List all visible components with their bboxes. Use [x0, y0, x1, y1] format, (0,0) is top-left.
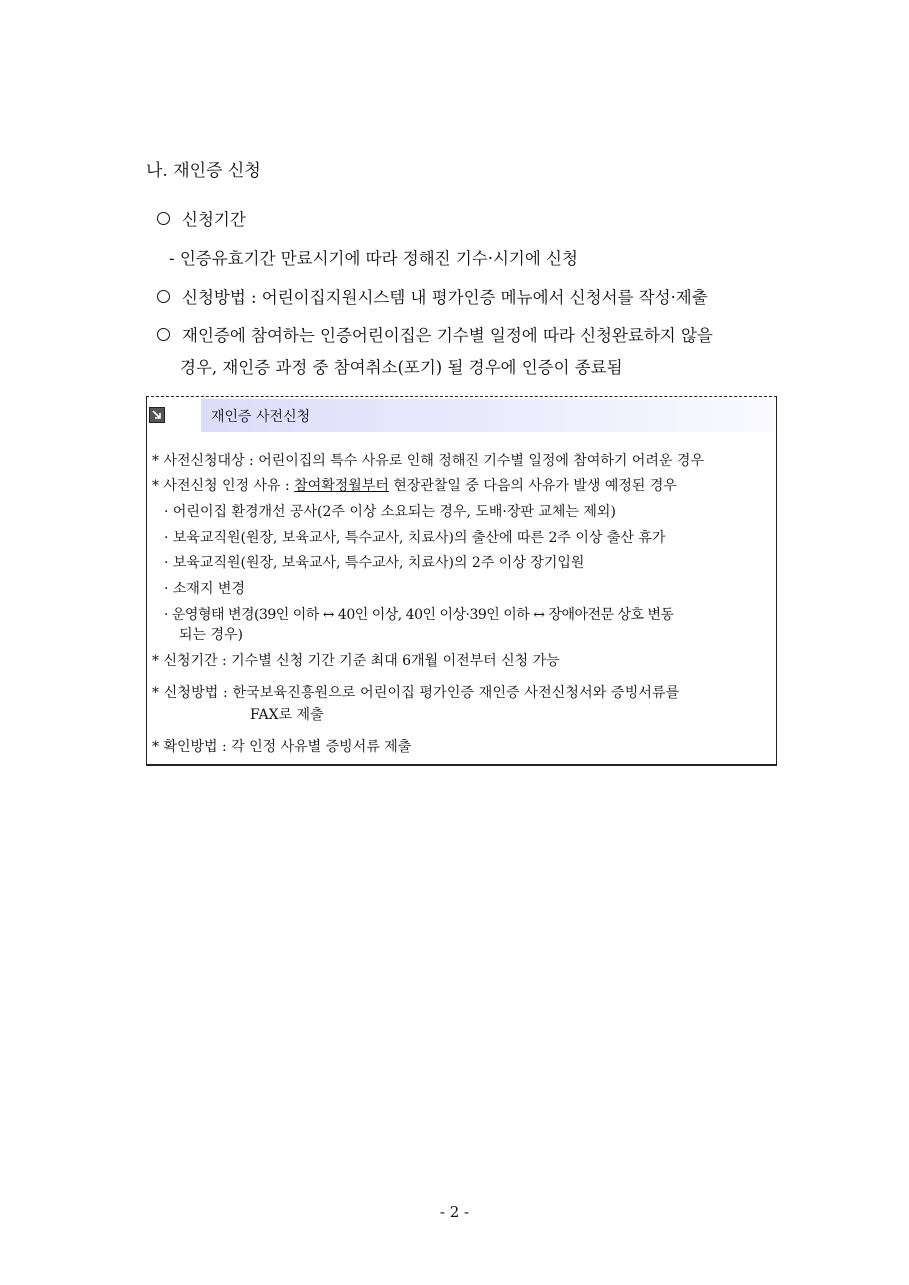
item-application-method [157, 284, 708, 308]
reason-suffix: 현장관찰일 중 다음의 사유가 발생 예정된 경우 [388, 478, 677, 494]
item-application-period [157, 206, 246, 230]
reason-item-cont: 되는 경우) [179, 627, 244, 643]
item-label: 신청방법 : 어린이집지원시스템 내 평가인증 메뉴에서 신청서를 작성·제출 [182, 288, 708, 307]
reason-prefix: * 사전신청 인정 사유 : [152, 478, 295, 494]
item-termination-line1 [157, 322, 713, 346]
box-reason [152, 475, 677, 495]
box-confirm: * 확인방법 : 각 인정 사유별 증빙서류 제출 [152, 739, 412, 755]
item-label: 신청기간 [182, 210, 246, 229]
circle-bullet-icon [157, 212, 170, 225]
item-period-detail: - 인증유효기간 만료시기에 따라 정해진 기수·시기에 신청 [169, 249, 578, 268]
circle-bullet-icon [157, 290, 170, 303]
page-number: - 2 - [439, 1203, 470, 1221]
reason-underlined: 참여확정월부터 [294, 478, 389, 494]
circle-bullet-icon [157, 328, 170, 341]
pre-application-box [146, 396, 777, 766]
box-header [201, 399, 774, 432]
reason-item: · 보육교직원(원장, 보육교사, 특수교사, 치료사)의 2주 이상 장기입원 [164, 555, 585, 571]
reason-item: · 어린이집 환경개선 공사(2주 이상 소요되는 경우, 도배·장판 교체는 제외) [164, 504, 616, 520]
box-method-cont: FAX로 제출 [250, 707, 324, 723]
item-termination-line2: 경우, 재인증 과정 중 참여취소(포기) 될 경우에 인증이 종료됨 [180, 358, 623, 377]
box-target: * 사전신청대상 : 어린이집의 특수 사유로 인해 정해진 기수별 일정에 참여하기 어려운 경우 [152, 453, 704, 469]
reason-item: · 보육교직원(원장, 보육교사, 특수교사, 치료사)의 출산에 따른 2주 이상 출산 휴가 [164, 530, 666, 546]
section-title: 나. 재인증 신청 [146, 161, 261, 181]
item-label: 재인증에 참여하는 인증어린이집은 기수별 일정에 따라 신청완료하지 않을 [182, 326, 713, 345]
box-period: * 신청기간 : 기수별 신청 기간 기준 최대 6개월 이전부터 신청 가능 [152, 653, 560, 669]
arrow-down-right-icon [149, 407, 165, 423]
box-method: * 신청방법 : 한국보육진흥원으로 어린이집 평가인증 재인증 사전신청서와 증빙서류를 [152, 685, 680, 701]
reason-item: · 운영형태 변경(39인 이하 ↔ 40인 이상, 40인 이상·39인 이하 ↔ 장애아전문 상호 변동 [164, 607, 674, 623]
reason-item: · 소재지 변경 [164, 581, 245, 597]
box-title: 재인증 사전신청 [211, 409, 311, 425]
